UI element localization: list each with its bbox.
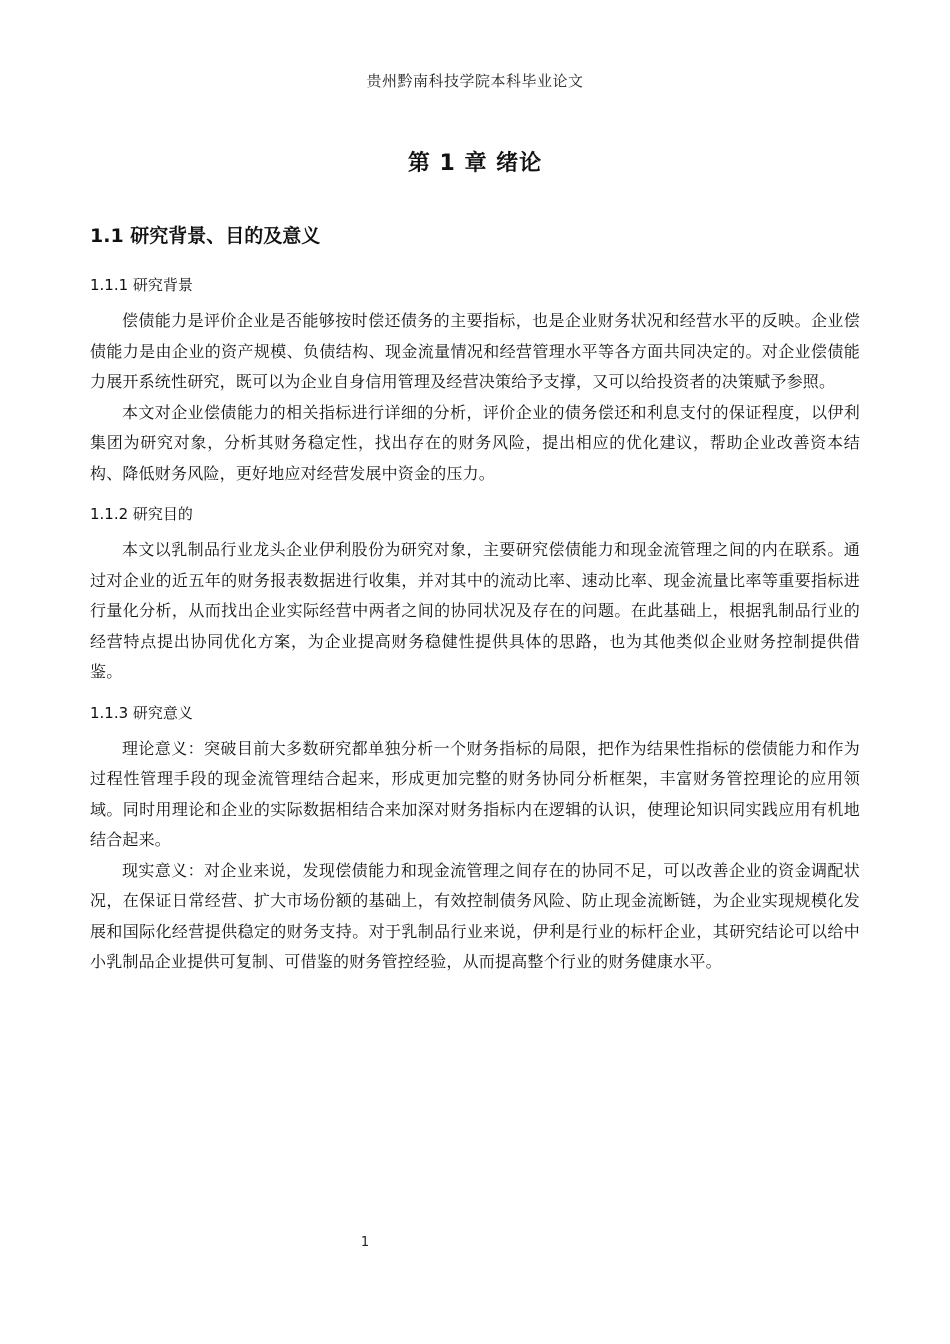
subsection-heading-background: 1.1.1 研究背景 — [90, 276, 193, 294]
paragraph-purpose-1: 本文以乳制品行业龙头企业伊利股份为研究对象，主要研究偿债能力和现金流管理之间的内在联系。通过对企业的近五年的财务报表数据进行收集，并对其中的流动比率、速动比率、现金流量比率等重要指标进行量化分析，从而找出企业实际经营中两者之间的协同状况及存在的问题。在此基础上，根据乳制品行业的经营特点提出协同优化方案，为企业提高财务稳健性提供具体的思路，也为其他类似企业财务控制提供借鉴。 — [90, 540, 860, 681]
paragraph-significance-2: 现实意义：对企业来说，发现偿债能力和现金流管理之间存在的协同不足，可以改善企业的资金调配状况，在保证日常经营、扩大市场份额的基础上，有效控制债务风险、防止现金流断链，为企业实现规模化发展和国际化经营提供稳定的财务支持。对于乳制品行业来说，伊利是行业的标杆企业，其研究结论可以给中小乳制品企业提供可复制、可借鉴的财务管控经验，从而提高整个行业的财务健康水平。 — [90, 860, 860, 971]
paragraph-background-2: 本文对企业偿债能力的相关指标进行详细的分析，评价企业的债务偿还和利息支付的保证程度，以伊利集团为研究对象，分析其财务稳定性，找出存在的财务风险，提出相应的优化建议，帮助企业改善资本结构、降低财务风险，更好地应对经营发展中资金的压力。 — [90, 402, 860, 483]
page-number: 1 — [360, 1235, 370, 1250]
subsection-heading-significance: 1.1.3 研究意义 — [90, 703, 193, 722]
running-header: 贵州黔南科技学院本科毕业论文 — [366, 72, 584, 90]
section-heading: 1.1 研究背景、目的及意义 — [90, 225, 321, 247]
chapter-title: 第 1 章 绪论 — [407, 151, 543, 176]
paragraph-significance-1: 理论意义：突破目前大多数研究都单独分析一个财务指标的局限，把作为结果性指标的偿债能力和作为过程性管理手段的现金流管理结合起来，形成更加完整的财务协同分析框架，丰富财务管控理论的应用领域。同时用理论和企业的实际数据相结合来加深对财务指标内在逻辑的认识，使理论知识同实践应用有机地结合起来。 — [90, 738, 860, 849]
paragraph-background-1: 偿债能力是评价企业是否能够按时偿还债务的主要指标，也是企业财务状况和经营水平的反映。企业偿债能力是由企业的资产规模、负债结构、现金流量情况和经营管理水平等各方面共同决定的。对企业偿债能力展开系统性研究，既可以为企业自身信用管理及经营决策给予支撑，又可以给投资者的决策赋予参照。 — [90, 311, 860, 391]
document-body — [90, 222, 860, 978]
subsection-heading-purpose: 1.1.2 研究目的 — [90, 505, 193, 523]
